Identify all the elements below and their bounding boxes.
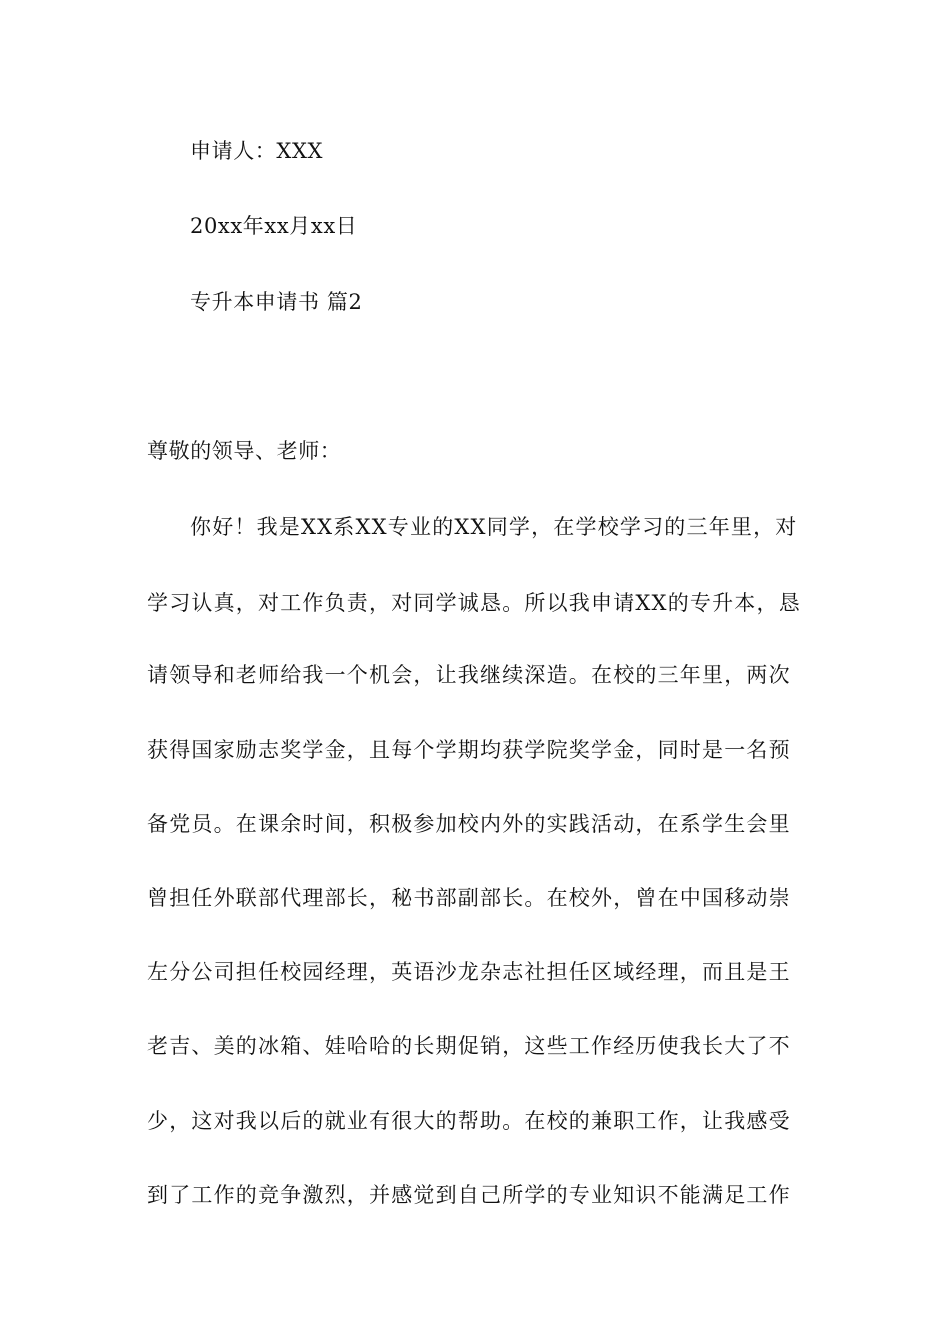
greeting: 尊敬的领导、老师： — [147, 439, 342, 463]
applicant-line: 申请人：XXX — [190, 139, 324, 163]
date-line: 20xx年xx月xx日 — [190, 214, 358, 238]
section-title: 专升本申请书 篇2 — [190, 290, 363, 314]
paragraph-line: 曾担任外联部代理部长，秘书部副部长。在校外，曾在中国移动崇 — [147, 886, 791, 910]
paragraph-line: 到了工作的竞争激烈，并感觉到自己所学的专业知识不能满足工作 — [147, 1183, 791, 1207]
paragraph-line: 左分公司担任校园经理，英语沙龙杂志社担任区域经理，而且是王 — [147, 960, 791, 984]
paragraph-line: 少，这对我以后的就业有很大的帮助。在校的兼职工作，让我感受 — [147, 1109, 791, 1133]
paragraph-line: 学习认真，对工作负责，对同学诚恳。所以我申请XX的专升本，恳 — [147, 591, 801, 615]
paragraph-line: 备党员。在课余时间，积极参加校内外的实践活动，在系学生会里 — [147, 812, 791, 836]
paragraph-line: 请领导和老师给我一个机会，让我继续深造。在校的三年里，两次 — [147, 663, 791, 687]
paragraph-line: 老吉、美的冰箱、娃哈哈的长期促销，这些工作经历使我长大了不 — [147, 1034, 791, 1058]
paragraph-line: 获得国家励志奖学金，且每个学期均获学院奖学金，同时是一名预 — [147, 738, 791, 762]
paragraph-line: 你好！我是XX系XX专业的XX同学，在学校学习的三年里，对 — [190, 515, 798, 539]
